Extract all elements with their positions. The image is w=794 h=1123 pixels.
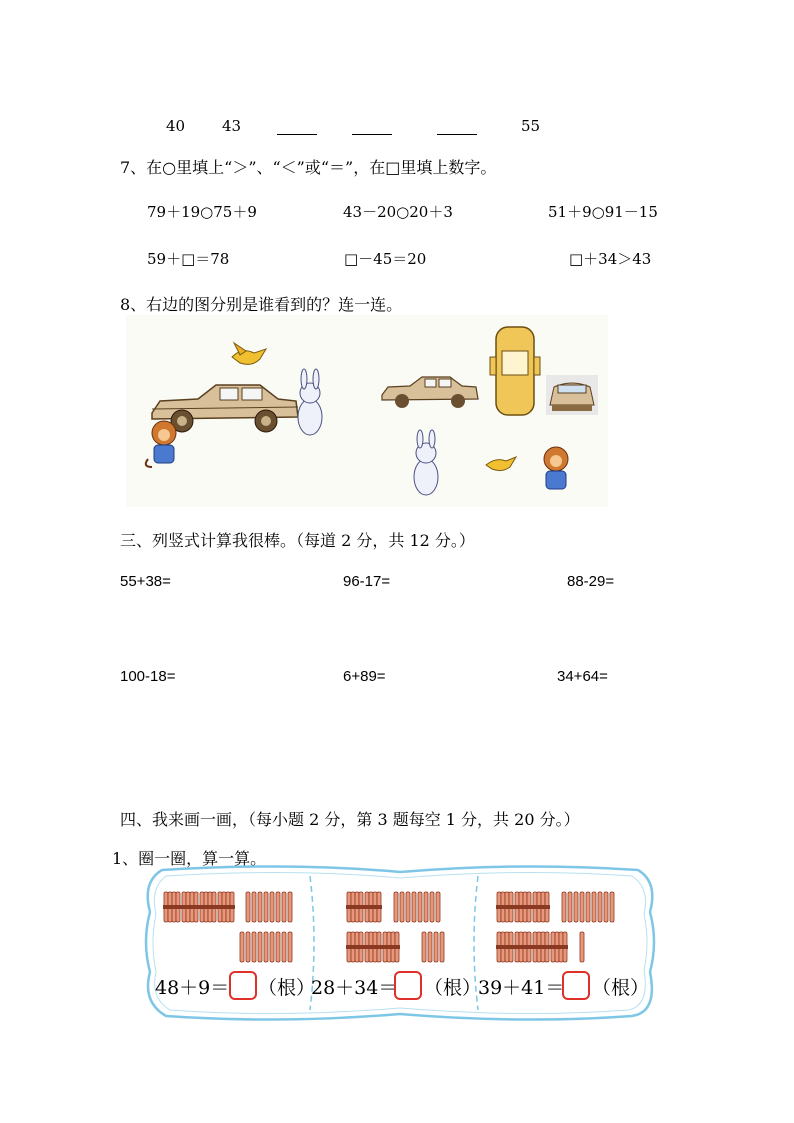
single-stick (574, 892, 578, 922)
sticks-layer (163, 892, 614, 962)
bundle-band (346, 905, 364, 909)
bundle-band (496, 945, 514, 949)
stick-bundle-icon (364, 932, 382, 962)
single-stick (258, 892, 262, 922)
bundle-band (163, 905, 181, 909)
q7-r2-c1: 59＋□＝78 (147, 250, 230, 268)
stick-bundle-icon (514, 892, 532, 922)
equation-2: 28＋34＝ (311, 977, 398, 999)
calc-6: 34+64= (557, 668, 608, 685)
stick-bundle-icon (532, 932, 550, 962)
single-stick (276, 932, 280, 962)
bundle-band (532, 905, 550, 909)
bundle-band (346, 945, 364, 949)
q7-r2-c2: □－45＝20 (344, 250, 427, 268)
stick-bundle-icon (550, 932, 568, 962)
bundle-band (364, 905, 382, 909)
seq-value-last: 55 (521, 117, 541, 135)
stick-bundle-icon (364, 892, 382, 922)
single-stick (246, 932, 250, 962)
single-stick (264, 892, 268, 922)
stick-bundle-icon (496, 932, 514, 962)
calc-3: 88-29= (567, 573, 615, 590)
stick-bundle-icon (496, 892, 514, 922)
answer-box-1[interactable] (229, 971, 257, 1000)
single-stick (436, 892, 440, 922)
seq-blank-3[interactable] (437, 120, 477, 139)
stick-bundle-icon (532, 892, 550, 922)
single-stick (598, 892, 602, 922)
stick-bundle-icon (514, 932, 532, 962)
single-stick (264, 932, 268, 962)
single-stick (428, 932, 432, 962)
single-stick (288, 932, 292, 962)
single-stick (406, 892, 410, 922)
single-stick (440, 932, 444, 962)
single-stick (270, 932, 274, 962)
single-stick (246, 892, 250, 922)
single-stick (276, 892, 280, 922)
answer-box-3[interactable] (562, 971, 590, 1000)
seq-blank-2[interactable] (352, 120, 392, 139)
single-stick (562, 892, 566, 922)
q7-r2-c3: □＋34＞43 (569, 250, 652, 268)
single-stick (610, 892, 614, 922)
seq-value-1: 40 (166, 117, 186, 135)
stick-bundle-icon (346, 932, 364, 962)
q8-illustration (126, 315, 608, 507)
single-stick (424, 892, 428, 922)
single-stick (580, 932, 584, 962)
single-stick (240, 932, 244, 962)
single-stick (592, 892, 596, 922)
single-stick (252, 892, 256, 922)
stick-bundle-icon (163, 892, 181, 922)
single-stick (412, 892, 416, 922)
seq-blank-1[interactable] (277, 120, 317, 139)
single-stick (400, 892, 404, 922)
calc-4: 100-18= (120, 668, 176, 685)
single-stick (604, 892, 608, 922)
calc-1: 55+38= (120, 573, 171, 590)
stick-bundle-icon (199, 892, 217, 922)
bundle-band (199, 905, 217, 909)
single-stick (258, 932, 262, 962)
single-stick (568, 892, 572, 922)
bundle-band (532, 945, 550, 949)
q7-r1-c3: 51＋9○91－15 (548, 203, 658, 221)
unit-2: （根） (424, 977, 482, 999)
bundle-band (496, 905, 514, 909)
bundle-band (217, 905, 235, 909)
q8-title: 8、右边的图分别是谁看到的？连一连。 (120, 295, 403, 314)
section3-title: 三、列竖式计算我很棒。（每道 2 分，共 12 分。） (120, 531, 475, 550)
bundle-band (382, 945, 400, 949)
section4-q1-title: 1、圈一圈，算一算。 (112, 849, 267, 868)
stick-bundle-icon (382, 932, 400, 962)
q7-title: 7、在○里填上“＞”、“＜”或“＝”，在□里填上数字。 (120, 158, 497, 177)
single-stick (430, 892, 434, 922)
stick-bundle-icon (181, 892, 199, 922)
calc-5: 6+89= (343, 668, 386, 685)
seq-value-2: 43 (222, 117, 242, 135)
single-stick (586, 892, 590, 922)
q7-r1-c1: 79＋19○75＋9 (147, 203, 257, 221)
stick-bundle-icon (217, 892, 235, 922)
single-stick (282, 892, 286, 922)
single-stick (434, 932, 438, 962)
stick-bundle-icon (346, 892, 364, 922)
single-stick (422, 932, 426, 962)
q7-r1-c2: 43－20○20＋3 (343, 203, 453, 221)
single-stick (418, 892, 422, 922)
car-rear-icon (546, 375, 598, 415)
unit-3: （根） (592, 977, 650, 999)
monkey-bottom-icon (544, 447, 568, 489)
single-stick (580, 892, 584, 922)
section4-title: 四、我来画一画，（每小题 2 分，第 3 题每空 1 分，共 20 分。） (120, 810, 580, 829)
bundle-band (514, 905, 532, 909)
bundle-band (550, 945, 568, 949)
unit-1: （根） (258, 977, 316, 999)
bundle-band (181, 905, 199, 909)
single-stick (252, 932, 256, 962)
equation-1: 48＋9＝ (155, 977, 230, 999)
single-stick (288, 892, 292, 922)
single-stick (270, 892, 274, 922)
car-top-icon (490, 327, 540, 415)
single-stick (394, 892, 398, 922)
bundle-band (514, 945, 532, 949)
single-stick (282, 932, 286, 962)
calc-2: 96-17= (343, 573, 391, 590)
bundle-band (364, 945, 382, 949)
answer-box-2[interactable] (394, 971, 422, 1000)
equation-3: 39＋41＝ (478, 977, 565, 999)
